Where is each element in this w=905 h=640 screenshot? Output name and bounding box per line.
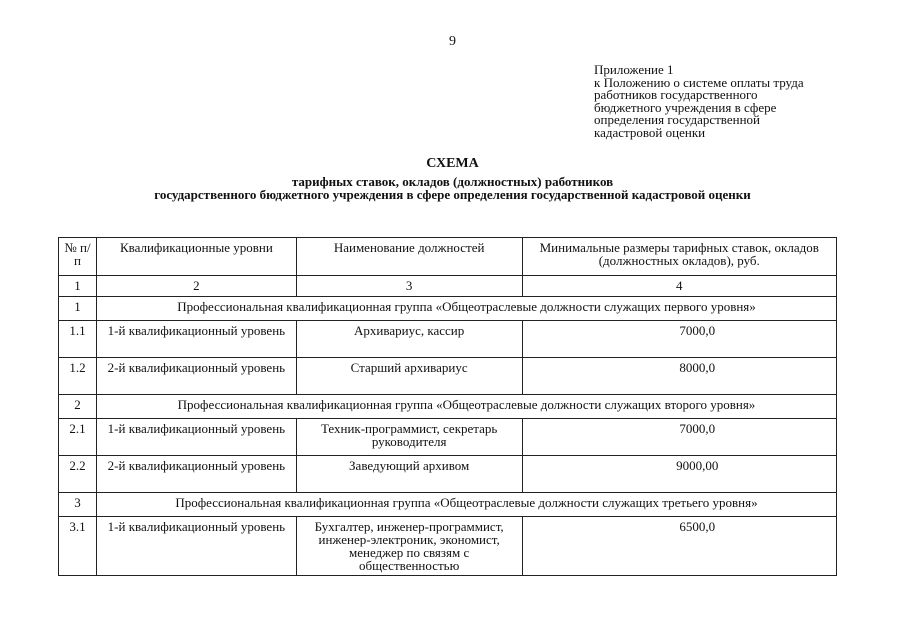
appendix-line: кадастровой оценки [594, 124, 706, 140]
salary-value: 8000,0 [522, 358, 837, 395]
header-cell: Минимальные размеры тарифных ставок, окладов (должностных окладов), руб. [522, 238, 837, 276]
document-title: СХЕМА [426, 156, 479, 171]
appendix-line: Приложение 1 [594, 62, 674, 77]
row-number: 2.2 [59, 456, 97, 493]
group-row [59, 395, 837, 419]
column-number-row [59, 276, 837, 297]
salary-value: 6500,0 [522, 517, 837, 576]
page-number: 9 [449, 34, 456, 49]
subtitle-line: тарифных ставок, окладов (должностных) работников [291, 174, 614, 189]
column-number: 4 [522, 276, 837, 297]
qualification-level: 1-й квалификационный уровень [96, 321, 296, 358]
header-cell: № п/п [59, 238, 97, 276]
qualification-level: 1-й квалификационный уровень [96, 419, 296, 456]
salary-value: 7000,0 [522, 321, 837, 358]
column-number: 2 [96, 276, 296, 297]
salary-value: 9000,00 [522, 456, 837, 493]
header-cell: Квалификационные уровни [96, 238, 296, 276]
qualification-level: 2-й квалификационный уровень [96, 358, 296, 395]
group-number: 2 [59, 395, 97, 419]
position-names: Старший архивариус [296, 358, 522, 395]
group-name: Профессиональная квалификационная группа «Общеотраслевые должности служащих третьего уровня» [96, 493, 836, 517]
appendix-line: бюджетного учреждения в сфере [594, 99, 777, 115]
position-names: Заведующий архивом [296, 456, 522, 493]
position-names: Бухгалтер, инженер-программист, инженер-электроник, экономист, менеджер по связям с общественностью [296, 517, 522, 576]
appendix-line: определения государственной [594, 112, 760, 127]
column-number: 3 [296, 276, 522, 297]
appendix-line: к Положению о системе оплаты труда [594, 74, 804, 90]
appendix-note [594, 64, 804, 139]
group-row [59, 493, 837, 517]
row-number: 1.2 [59, 358, 97, 395]
group-number: 3 [59, 493, 97, 517]
table-row [59, 321, 837, 358]
table-header-row [59, 238, 837, 276]
group-number: 1 [59, 297, 97, 321]
table-row [59, 517, 837, 576]
qualification-level: 1-й квалификационный уровень [96, 517, 296, 576]
header-cell: Наименование должностей [296, 238, 522, 276]
group-name: Профессиональная квалификационная группа «Общеотраслевые должности служащих второго уровня» [96, 395, 836, 419]
tariff-table [58, 237, 837, 576]
appendix-line: работников государственного [594, 87, 758, 102]
position-names: Архивариус, кассир [296, 321, 522, 358]
table-row [59, 358, 837, 395]
table-row [59, 419, 837, 456]
row-number: 3.1 [59, 517, 97, 576]
row-number: 1.1 [59, 321, 97, 358]
document-subtitle [0, 175, 905, 201]
position-names: Техник-программист, секретарь руководителя [296, 419, 522, 456]
row-number: 2.1 [59, 419, 97, 456]
group-name: Профессиональная квалификационная группа «Общеотраслевые должности служащих первого уровня» [96, 297, 836, 321]
qualification-level: 2-й квалификационный уровень [96, 456, 296, 493]
subtitle-line: государственного бюджетного учреждения в сфере определения государственной кадастровой оценки [154, 187, 751, 202]
table-row [59, 456, 837, 493]
salary-value: 7000,0 [522, 419, 837, 456]
group-row [59, 297, 837, 321]
column-number: 1 [59, 276, 97, 297]
